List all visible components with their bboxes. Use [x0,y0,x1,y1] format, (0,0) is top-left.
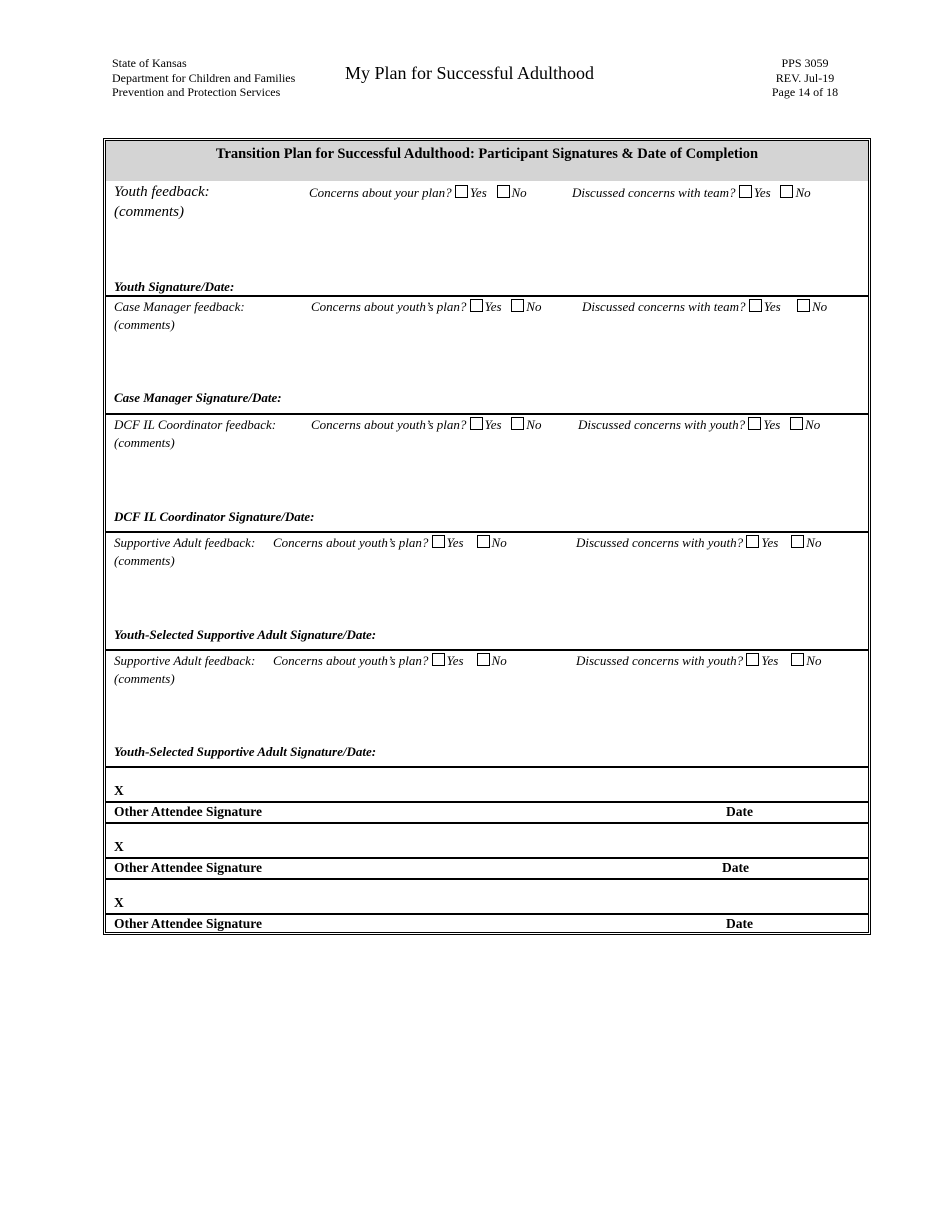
concerns-no-checkbox[interactable] [511,299,524,312]
agency-division: Prevention and Protection Services [112,85,281,99]
concerns-no-checkbox[interactable] [497,185,510,198]
feedback-label: Supportive Adult feedback: [114,653,256,668]
no-label: No [806,535,822,550]
no-label: No [526,417,542,432]
signature-label: DCF IL Coordinator Signature/Date: [114,509,315,524]
question-discussed [576,535,821,551]
no-label: No [806,653,822,668]
form-revision: REV. Jul-19 [775,70,835,85]
attendee-signature-line[interactable] [106,768,868,803]
comments-label: (comments) [114,317,175,332]
question-discussed [576,653,821,669]
yes-label: Yes [469,185,487,200]
question-concerns [273,653,507,669]
question-discussed-text: Discussed concerns with youth? [576,535,744,550]
form-number: PPS 3059 [781,56,829,70]
question-discussed-text: Discussed concerns with youth? [576,653,744,668]
form-title: Transition Plan for Successful Adulthood: Participant Signatures & Date of Completion [106,141,868,181]
concerns-yes-checkbox[interactable] [470,417,483,430]
discussed-yes-checkbox[interactable] [748,417,761,430]
question-concerns [273,535,507,551]
agency-block [112,56,295,100]
coordinator-feedback-section [106,415,868,533]
comments-label: (comments) [114,553,175,568]
no-label: No [511,185,527,200]
supportive-adult-feedback-section-2 [106,651,868,768]
signature-mark: X [114,839,124,854]
concerns-yes-checkbox[interactable] [432,653,445,666]
yes-label: Yes [446,535,464,550]
question-discussed-text: Discussed concerns with youth? [578,417,746,432]
youth-feedback-section [106,181,868,297]
concerns-yes-checkbox[interactable] [455,185,468,198]
question-concerns-text: Concerns about youth’s plan? [311,417,467,432]
agency-department: Department for Children and Families [112,70,296,85]
document-title: My Plan for Successful Adulthood [345,63,594,83]
case-manager-feedback-section [106,297,868,415]
comments-label: (comments) [114,435,175,450]
yes-label: Yes [761,535,779,550]
concerns-no-checkbox[interactable] [477,653,490,666]
signature-mark: X [114,895,124,910]
signature-label: Youth-Selected Supportive Adult Signature/Date: [114,627,377,642]
question-discussed [582,299,827,315]
signature-label: Youth-Selected Supportive Adult Signature/Date: [114,744,377,759]
no-label: No [795,185,811,200]
yes-label: Yes [484,299,502,314]
attendee-signature-label: Other Attendee Signature [114,804,262,819]
question-discussed-text: Discussed concerns with team? [582,299,746,314]
discussed-yes-checkbox[interactable] [746,653,759,666]
supportive-adult-feedback-section [106,533,868,651]
no-label: No [805,417,821,432]
no-label: No [811,299,828,314]
question-concerns-text: Concerns about your plan? [309,185,452,200]
discussed-no-checkbox[interactable] [791,535,804,548]
attendee-signature-line[interactable] [106,824,868,859]
attendee-label-row [106,915,868,934]
attendee-signature-line[interactable] [106,880,868,915]
signature-form [103,138,871,935]
feedback-label: Supportive Adult feedback: [114,535,256,550]
discussed-yes-checkbox[interactable] [749,299,762,312]
attendee-label-row [106,859,868,880]
yes-label: Yes [761,653,779,668]
concerns-yes-checkbox[interactable] [432,535,445,548]
date-label: Date [722,860,749,875]
discussed-yes-checkbox[interactable] [746,535,759,548]
attendee-signature-label: Other Attendee Signature [114,916,262,931]
signature-mark: X [114,783,124,798]
signature-label: Youth Signature/Date: [114,279,235,294]
question-concerns [311,299,541,315]
signature-label: Case Manager Signature/Date: [114,390,282,405]
discussed-no-checkbox[interactable] [780,185,793,198]
question-discussed [572,185,811,201]
question-concerns-text: Concerns about youth’s plan? [273,535,429,550]
yes-label: Yes [763,299,781,314]
yes-label: Yes [484,417,502,432]
no-label: No [526,299,542,314]
discussed-no-checkbox[interactable] [791,653,804,666]
discussed-no-checkbox[interactable] [790,417,803,430]
form-info-block [760,56,850,100]
question-concerns-text: Concerns about youth’s plan? [311,299,467,314]
feedback-label: Youth feedback: [114,184,210,200]
comments-label: (comments) [114,671,175,686]
discussed-yes-checkbox[interactable] [739,185,752,198]
feedback-label: DCF IL Coordinator feedback: [114,417,277,432]
concerns-no-checkbox[interactable] [511,417,524,430]
concerns-no-checkbox[interactable] [477,535,490,548]
yes-label: Yes [446,653,464,668]
question-discussed-text: Discussed concerns with team? [572,185,736,200]
attendee-signature-label: Other Attendee Signature [114,860,262,875]
question-concerns [311,417,541,433]
no-label: No [491,535,507,550]
question-concerns [309,185,527,201]
concerns-yes-checkbox[interactable] [470,299,483,312]
yes-label: Yes [753,185,771,200]
date-label: Date [726,804,753,819]
question-discussed [578,417,820,433]
date-label: Date [726,916,753,931]
page-number: Page 14 of 18 [771,85,839,99]
feedback-label: Case Manager feedback: [114,299,245,314]
question-concerns-text: Concerns about youth’s plan? [273,653,429,668]
discussed-no-checkbox[interactable] [797,299,810,312]
comments-label: (comments) [114,204,184,220]
no-label: No [491,653,507,668]
attendee-label-row [106,803,868,824]
yes-label: Yes [763,417,781,432]
agency-state: State of Kansas [112,56,187,70]
